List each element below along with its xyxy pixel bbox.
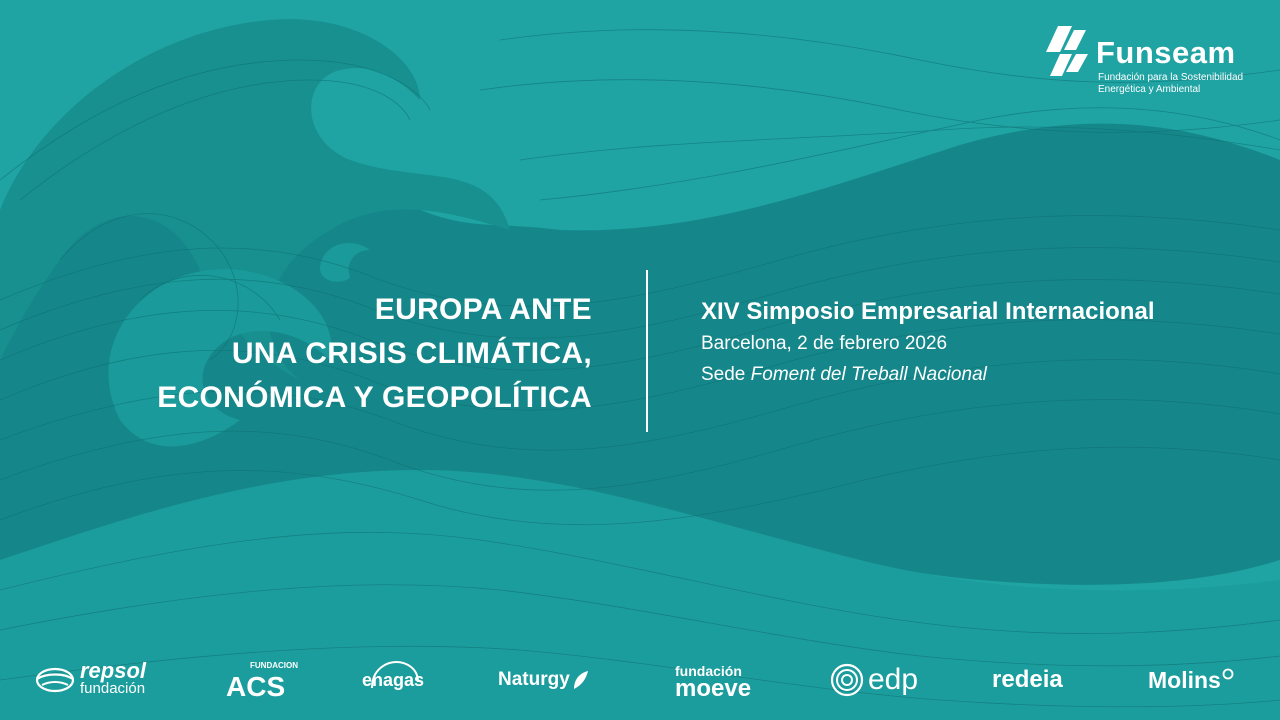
- venue-prefix: Sede: [701, 364, 746, 385]
- acs-sub: FUNDACION: [250, 661, 298, 670]
- moeve-name: moeve: [675, 675, 752, 702]
- naturgy-name: Naturgy: [498, 669, 570, 690]
- naturgy-leaf-icon: [572, 669, 590, 691]
- event-date: Barcelona, 2 de febrero 2026: [701, 333, 948, 354]
- event-info: [701, 296, 1154, 390]
- logo-subtitle-line2: Energética y Ambiental: [1098, 84, 1201, 95]
- sponsor-acs: [226, 650, 298, 710]
- edp-swirl-icon: [830, 663, 864, 697]
- repsol-sub: fundación: [80, 680, 146, 697]
- edp-name: edp: [868, 663, 919, 696]
- molins-circle-icon: [1222, 668, 1234, 680]
- title-divider: [646, 270, 648, 432]
- funseam-mark-icon: [1046, 26, 1090, 78]
- enagas-name: enagas: [362, 669, 425, 690]
- event-venue: [701, 359, 1154, 390]
- sponsor-logos: [0, 650, 1280, 710]
- event-name: XIV Simposio Empresarial Internacional: [701, 298, 1155, 325]
- redeia-name: redeia: [992, 666, 1063, 693]
- acs-name: ACS: [226, 671, 286, 702]
- moeve-sub: fundación: [675, 663, 742, 679]
- repsol-icon: [34, 665, 76, 695]
- venue-name: Foment del Treball Nacional: [750, 364, 987, 385]
- title-line2: UNA CRISIS CLIMÁTICA,: [231, 337, 592, 370]
- logo-subtitle: [1098, 72, 1268, 96]
- molins-name: Molins: [1148, 666, 1221, 693]
- title-line1: EUROPA ANTE: [374, 293, 592, 326]
- title-line3: ECONÓMICA Y GEOPOLÍTICA: [157, 381, 592, 414]
- repsol-name: repsol: [80, 658, 147, 683]
- sponsor-repsol: [34, 650, 146, 710]
- logo-name: Funseam: [1096, 35, 1236, 70]
- funseam-logo: [1046, 22, 1266, 102]
- sponsor-edp: [830, 650, 918, 710]
- logo-subtitle-line1: Fundación para la Sostenibilidad: [1098, 72, 1244, 83]
- sponsor-redeia: [992, 650, 1063, 710]
- enagas-ring-icon: [366, 658, 424, 702]
- sponsor-molins: [1148, 650, 1234, 710]
- sponsor-moeve: [675, 650, 751, 710]
- sponsor-naturgy: [498, 650, 590, 710]
- main-title: [157, 288, 592, 420]
